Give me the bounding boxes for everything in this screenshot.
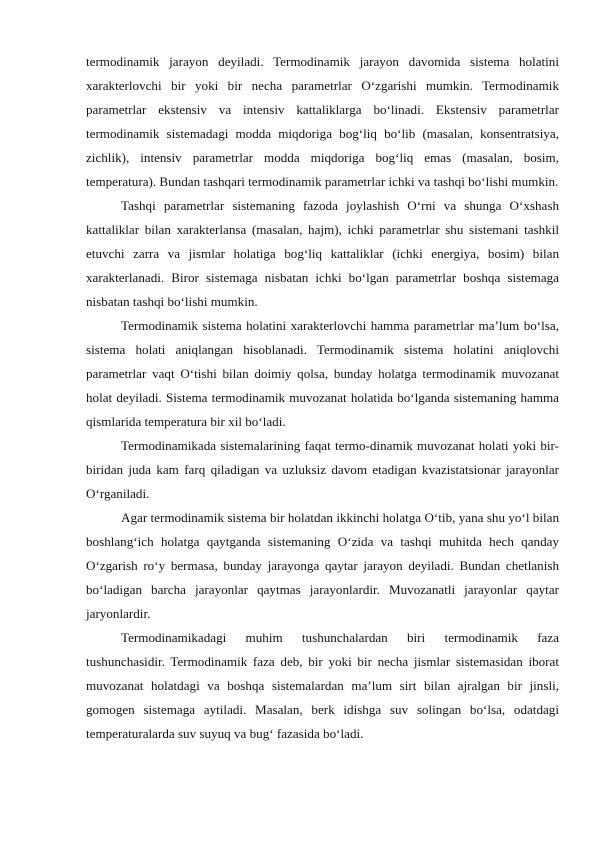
paragraph-3: Termodinamik sistema holatini xarakterlovchi hamma parametrlar ma’lum bo‘lsa, sistema holati aniqlangan hisoblanadi. Termodinamik sistema holatini aniqlovchi parametrlar vaqt O‘tishi bilan doimiy qolsa, bunday holatga termodinamik muvozanat holat deyiladi. Sistema termodinamik muvozanat holatida bo‘lganda sistemaning hamma qismlarida temperatura bir xil bo‘ladi. — [86, 318, 559, 429]
paragraph-4: Termodinamikada sistemalarining faqat termo-dinamik muvozanat holati yoki bir-biridan juda kam farq qiladigan va uzluksiz davom etadigan kvazistatsionar jarayonlar O‘rganiladi. — [86, 438, 559, 501]
paragraph-1: termodinamik jarayon deyiladi. Termodinamik jarayon davomida sistema holatini xarakterlovchi bir yoki bir necha parametrlar O‘zgarishi mumkin. Termodinamik parametrlar ekstensiv va intensiv kattaliklarga bo‘linadi. Ekstensiv parametrlar termodinamik sistemadagi modda miqdoriga bog‘liq bo‘lib (masalan, konsentratsiya, zichlik), intensiv parametrlar modda miqdoriga bog‘liq emas (masalan, bosim, temperatura). Bundan tashqari termodinamik parametrlar ichki va tashqi bo‘lishi mumkin. — [86, 54, 559, 189]
paragraph-5: Agar termodinamik sistema bir holatdan ikkinchi holatga O‘tib, yana shu yo‘l bilan boshlang‘ich holatga qaytganda sistemaning O‘zida va tashqi muhitda hech qanday O‘zgarish ro‘y bermasa, bunday jarayonga qaytar jarayon deyiladi. Bundan chetlanish bo‘ladigan barcha jarayonlar qaytmas jarayonlardir. Muvozanatli jarayonlar qaytar jaryonlardir. — [86, 510, 559, 621]
paragraph-6: Termodinamikadagi muhim tushunchalardan biri termodinamik faza tushunchasidir. Termodinamik faza deb, bir yoki bir necha jismlar sistemasidan iborat muvozanat holatdagi va boshqa sistemalardan ma’lum sirt bilan ajralgan bir jinsli, gomogen sistemaga aytiladi. Masalan, berk idishga suv solingan bo‘lsa, odatdagi temperaturalarda suv suyuq va bug‘ fazasida bo‘ladi. — [86, 630, 559, 741]
paragraph-2: Tashqi parametrlar sistemaning fazoda joylashish O‘rni va shunga O‘xshash kattaliklar bilan xarakterlansa (masalan, hajm), ichki parametrlar shu sistemani tashkil etuvchi zarra va jismlar holatiga bog‘liq kattaliklar (ichki energiya, bosim) bilan xarakterlanadi. Biror sistemaga nisbatan ichki bo‘lgan parametrlar boshqa sistemaga nisbatan tashqi bo‘lishi mumkin. — [86, 198, 559, 309]
document-page — [86, 50, 559, 746]
